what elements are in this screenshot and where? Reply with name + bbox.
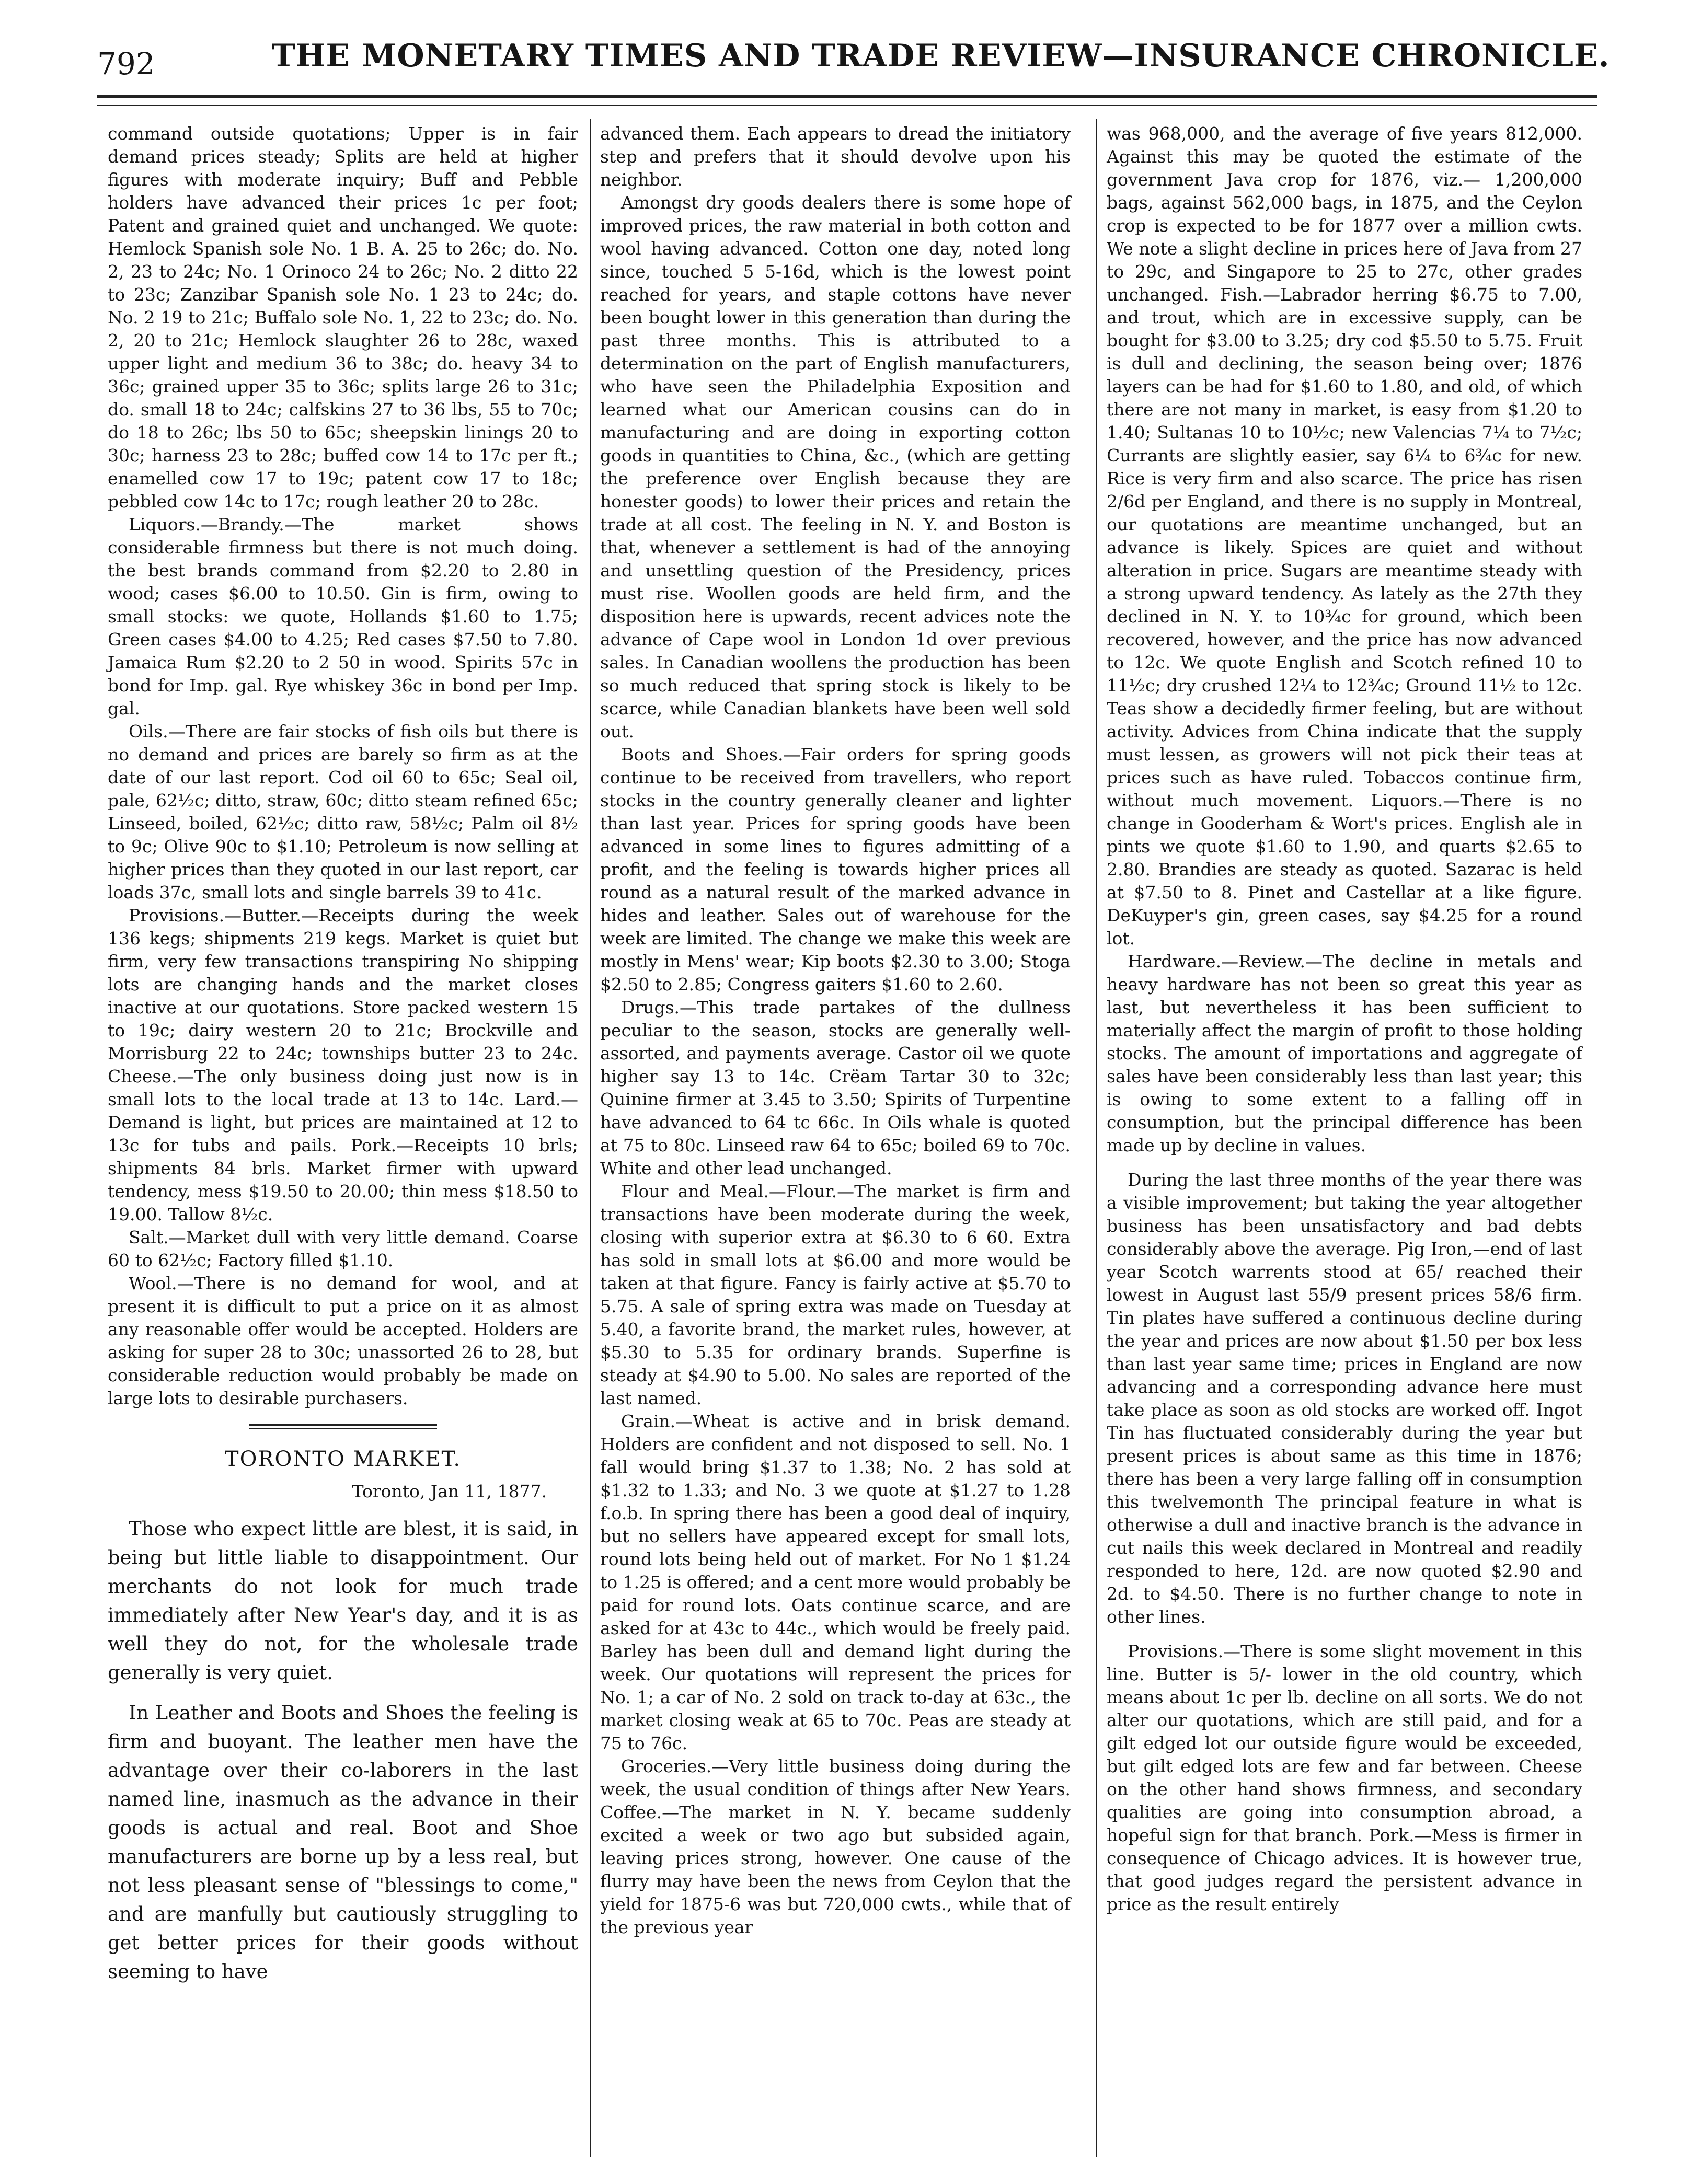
groceries-paragraph: Groceries.—Very little business doing during the week, the usual condition of things after New Years. Coffee.—The market in N. Y. became suddenly excited a week or two ago but subsided again, leaving prices strong, however. One cause of the flurry may have been the news from Ceylon that the yield for 1875-6 was but 720,000 cwts., while that of the previous year: [600, 1756, 1071, 1937]
masthead-title: THE MONETARY TIMES AND TRADE REVIEW—INSURANCE CHRONICLE.: [272, 38, 1610, 74]
liquors-paragraph: Liquors.—Brandy.—The market shows considerable firmness but there is not much doing. the best brands command from $2.20 to 2.80 in wood; cases $6.00 to 10.50. Gin is firm, owing to small stocks: we quote, Hollands $1.60 to 1.75; Green cases $4.00 to 4.25; Red cases $7.50 to 7.80. Jamaica Rum $2.20 to 2 50 in wood. Spirits 57c in bond for Imp. gal. Rye whiskey 36c in bond per Imp. gal.: [108, 514, 578, 719]
continuation-paragraph: advanced them. Each appears to dread the initiatory step and prefers that it should devolve upon his neighbor.: [600, 123, 1071, 190]
leather-paragraph: command outside quotations; Upper is in fair demand prices steady; Splits are held at higher figures with moderate inquiry; Buff and Pebble holders have advanced their prices 1c per foot; Patent and grained quiet and unchanged. We quote: Hemlock Spanish sole No. 1 B. A. 25 to 26c; do. No. 2, 23 to 24c; No. 1 Orinoco 24 to 26c; No. 2 ditto 22 to 23c; Zanzibar Spanish sole No. 1 23 to 24c; do. No. 2 19 to 21c; Buffalo sole No. 1, 22 to 23c; do. No. 2, 20 to 21c; Hemlock slaughter 26 to 28c, waxed upper light and medium 36 to 38c; do. heavy 34 to 36c; grained upper 35 to 36c; splits large 26 to 31c; do. small 18 to 24c; calfskins 27 to 36 lbs, 55 to 70c; do 18 to 26c; lbs 50 to 65c; sheepskin linings 20 to 30c; harness 23 to 28c; buffed cow 14 to 17c per ft.; enamelled cow 17 to 19c; patent cow 17 to 18c; pebbled cow 14c to 17c; rough leather 20 to 28c.: [108, 123, 578, 512]
grain-paragraph: Grain.—Wheat is active and in brisk demand. Holders are confident and not disposed to sell. No. 1 fall would bring $1.37 to 1.38; No. 2 has sold at $1.32 to 1.33; and No. 3 we quote at $1.27 to 1.28 f.o.b. In spring there has been a good deal of inquiry, but no sellers have appeared except for small lots, round lots being held out of market. For No 1 $1.24 to 1.25 is offered; and a cent more would probably be paid for round lots. Oats continue scarce, and are asked for at 43c to 44c., which would be freely paid. Barley has been dull and demand light during the week. Our quotations will represent the prices for No. 1; a car of No. 2 sold on track to-day at 63c., the market closing weak at 65 to 70c. Peas are steady at 75 to 76c.: [600, 1411, 1071, 1753]
salt-paragraph: Salt.—Market dull with very little demand. Coarse 60 to 62½c; Factory filled $1.10.: [108, 1227, 578, 1270]
flour-meal-paragraph: Flour and Meal.—Flour.—The market is firm and transactions have been moderate during the week, closing with superior extra at $6.30 to 6 60. Extra has sold in small lots at $6.00 and more would be taken at that figure. Fancy is fairly active at $5.70 to 5.75. A sale of spring extra was made on Tuesday at 5.40, a favorite brand, the market rules, however, at $5.30 to 5.35 for ordinary brands. Superfine is steady at $4.90 to 5.00. No sales are reported of the last named.: [600, 1181, 1071, 1408]
column-right: [1107, 122, 1582, 1916]
boots-shoes-paragraph: Boots and Shoes.—Fair orders for spring goods continue to be received from travellers, who report stocks in the country generally cleaner and lighter than last year. Prices for spring goods have been advanced in some lines to figures admitting of a profit, and the feeling is towards higher prices all round as a natural result of the marked advance in hides and leather. Sales out of warehouse for the week are limited. The change we make this week are mostly in Mens' wear; Kip boots $2.30 to 3.00; Stoga $2.50 to 2.85; Congress gaiters $1.60 to 2.60.: [600, 744, 1071, 995]
leather-boots-paragraph: In Leather and Boots and Shoes the feeling is firm and buoyant. The leather men have the advantage over their co-laborers in the last named line, inasmuch as the advance in their goods is actual and real. Boot and Shoe manufacturers are borne up by a less real, but not less pleasant sense of "blessings to come," and are manfully but cautiously struggling to get better prices for their goods without seeming to have: [108, 1702, 578, 1983]
hardware-review-paragraph: During the last three months of the year there was a visible improvement; but taking the year altogether business has been unsatisfactory and bad debts considerably above the average. Pig Iron,—end of last year Scotch warrents stood at 65/ reached their lowest in August last 55/9 present prices 58/6 firm. Tin plates have suffered a continuous decline during the year and prices are now about $1.50 per box less than last year same time; prices in England are now advancing and a corresponding advance here must take place as soon as old stocks are worked off. Ingot Tin has fluctuated considerably during the year but present prices is about same as this time in 1876; there has been a very large falling off in consumption this twelvemonth The principal feature in what is otherwise a dull and inactive branch is the advance in cut nails this week declared in Montreal and readily responded to here, 12d. are now quoted $2.90 and 2d. to $4.50. There is no further change to note in other lines.: [1107, 1170, 1582, 1627]
dateline: Toronto, Jan 11, 1877.: [352, 1481, 547, 1501]
column-middle: [600, 122, 1071, 1939]
intro-paragraph: Those who expect little are blest, it is said, in being but little liable to disappointment. Our merchants do not look for much trade immediately after New Year's day, and it is as well they do not, for the wholesale trade generally is very quiet.: [108, 1518, 578, 1684]
section-separator: [249, 1424, 437, 1429]
drugs-paragraph: Drugs.—This trade partakes of the dullness peculiar to the season, stocks are generally well-assorted, and payments average. Castor oil we quote higher say 13 to 14c. Crëam Tartar 30 to 32c; Quinine firmer at 3.45 to 3.50; Spirits of Turpentine have advanced to 64 tc 66c. In Oils whale is quoted at 75 to 80c. Linseed raw 64 to 65c; boiled 69 to 70c. White and other lead unchanged.: [600, 997, 1071, 1178]
column-divider-2: [1096, 119, 1097, 2157]
header-rule-thick: [97, 95, 1597, 98]
page-number: 792: [97, 46, 155, 82]
section-title: TORONTO MARKET.: [224, 1447, 462, 1471]
hardware-paragraph: Hardware.—Review.—The decline in metals and heavy hardware has not been so great this year as last, but nevertheless it has been sufficient to materially affect the margin of profit to those holding stocks. The amount of importations and aggregate of sales have been considerably less than last year; this is owing to some extent to a falling off in consumption, but the principal difference has been made up by decline in values.: [1107, 951, 1582, 1155]
column-left: [108, 122, 578, 1986]
oils-paragraph: Oils.—There are fair stocks of fish oils but there is no demand and prices are barely so firm as at the date of our last report. Cod oil 60 to 65c; Seal oil, pale, 62½c; ditto, straw, 60c; ditto steam refined 65c; Linseed, boiled, 62½c; ditto raw, 58½c; Palm oil 8½ to 9c; Olive 90c to $1.10; Petroleum is now selling at higher prices than they quoted in our last report, car loads 37c, small lots and single barrels 39 to 41c.: [108, 721, 578, 903]
dry-goods-paragraph: Amongst dry goods dealers there is some hope of improved prices, the raw material in both cotton and wool having advanced. Cotton one day, noted long since, touched 5 5-16d, which is the lowest point reached for years, and staple cottons have never been bought lower in this generation than during the past three months. This is attributed to a determination on the part of English manufacturers, who have seen the Philadelphia Exposition and learned what our American cousins can do in manufacturing and are doing in exporting cotton goods in quantities to China, &c., (which are getting the preference over English because they are honester goods) to lower their prices and retain the trade at all cost. The feeling in N. Y. and Boston is that, whenever a settlement is had of the annoying and unsettling question of the Presidency, prices must rise. Woollen goods are held firm, and the disposition here is upwards, recent advices note the advance of Cape wool in London 1d over previous sales. In Canadian woollens the production has been so much reduced that spring stock is likely to be scarce, while Canadian blankets have been well sold out.: [600, 192, 1071, 742]
provisions-paragraph-2: Provisions.—There is some slight movement in this line. Butter is 5/- lower in the old country, which means about 1c per lb. decline on all sorts. We do not alter our quotations, which are still paid, and for a gilt edged lot our outside figure would be exceeded, but gilt edged lots are few and far between. Cheese on the other hand shows firmness, and secondary qualities are going into consumption abroad, a hopeful sign for that branch. Pork.—Mess is firmer in consequence of Chicago advices. It is however true, that good judges regard the persistent advance in price as the result entirely: [1107, 1641, 1582, 1914]
column-divider-1: [590, 119, 591, 2157]
header-rule-thin: [97, 105, 1597, 106]
coffee-continuation-paragraph: was 968,000, and the average of five years 812,000. Against this may be quoted the estimate of the government Java crop for 1876, viz.— 1,200,000 bags, against 562,000 bags, in 1875, and the Ceylon crop is expected to be for 1877 over a million cwts. We note a slight decline in prices here of Java from 27 to 29c, and Singapore to 25 to 27c, other grades unchanged. Fish.—Labrador herring $6.75 to 7.00, and trout, which are in excessive supply, can be bought for $3.00 to 3.25; dry cod $5.50 to 5.75. Fruit is dull and declining, the season being over; 1876 layers can be had for $1.60 to 1.80, and old, of which there are not many in market, is easy from $1.20 to 1.40; Sultanas 10 to 10½c; new Valencias 7¼ to 7½c; Currants are slightly easier, say 6¼ to 6¾c for new. Rice is very firm and also scarce. The price has risen 2/6d per England, and there is no supply in Montreal, our quotations are meantime unchanged, but an advance is likely. Spices are quiet and without alteration in price. Sugars are meantime steady with a strong upward tendency. As lately as the 27th they declined in N. Y. to 10¾c for ground, which been recovered, however, and the price has now advanced to 12c. We quote English and Scotch refined 10 to 11½c; dry crushed 12¼ to 12¾c; Ground 11½ to 12c. Teas show a decidedly firmer feeling, but are without activity. Advices from China indicate that the supply must lessen, as growers will not pick their teas at prices such as have ruled. Tobaccos continue firm, without much movement. Liquors.—There is no change in Gooderham & Wort's prices. English ale in pints we quote $1.60 to 1.90, and quarts $2.65 to 2.80. Brandies are steady as quoted. Sazarac is held at $7.50 to 8. Pinet and Castellar at a like figure. DeKuyper's gin, green cases, say $4.25 for a round lot.: [1107, 123, 1582, 949]
wool-paragraph: Wool.—There is no demand for wool, and at present it is difficult to put a price on it as almost any reasonable offer would be accepted. Holders are asking for super 28 to 30c; unassorted 26 to 28, but considerable reduction would probably be made on large lots to desirable purchasers.: [108, 1273, 578, 1408]
provisions-paragraph: Provisions.—Butter.—Receipts during the week 136 kegs; shipments 219 kegs. Market is quiet but firm, very few transactions transpiring No shipping lots are changing hands and the market closes inactive at our quotations. Store packed western 15 to 19c; dairy western 20 to 21c; Brockville and Morrisburg 22 to 24c; townships butter 23 to 24c. Cheese.—The only business doing just now is in small lots to the local trade at 13 to 14c. Lard.—Demand is light, but prices are maintained at 12 to 13c for tubs and pails. Pork.—Receipts 10 brls; shipments 84 brls. Market firmer with upward tendency, mess $19.50 to 20.00; thin mess $18.50 to 19.00. Tallow 8½c.: [108, 905, 578, 1224]
